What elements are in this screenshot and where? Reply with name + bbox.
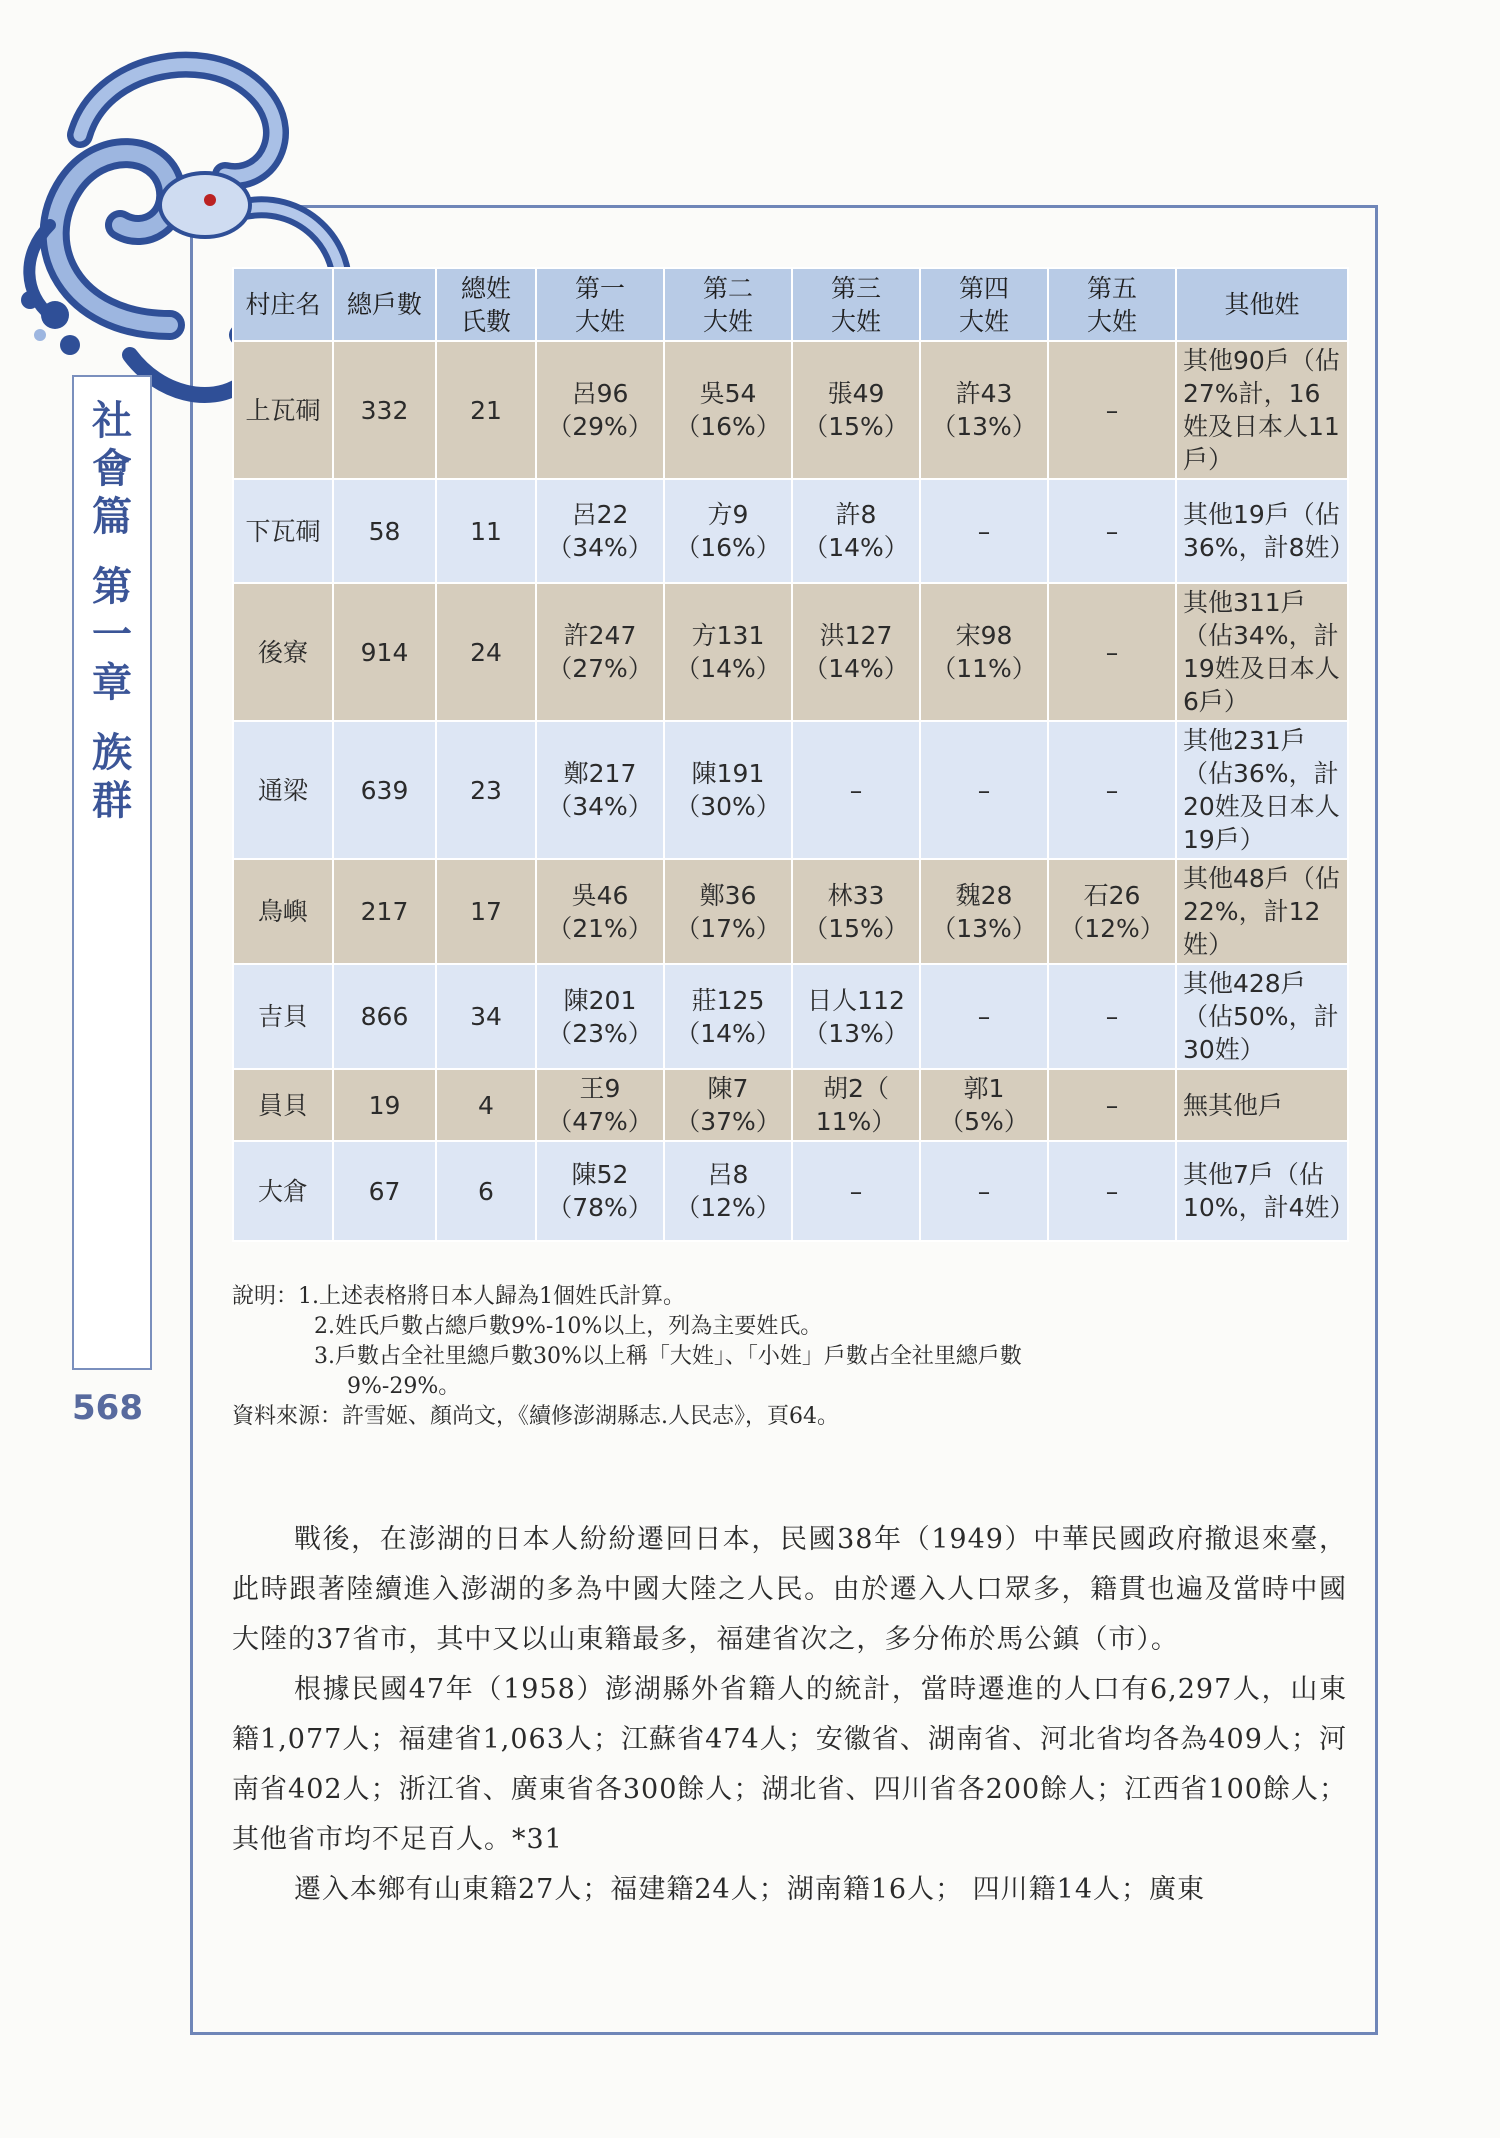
cell-other: 其他311戶（佔34%，計19姓及日本人6戶） [1176, 583, 1348, 721]
cell-c2: 方131 （14%） [664, 583, 792, 721]
cell-c1: 陳201 （23%） [536, 964, 664, 1069]
column-header: 第三 大姓 [792, 268, 920, 341]
side-char: 章 [92, 659, 132, 706]
column-header: 第五 大姓 [1048, 268, 1176, 341]
cell-c2: 陳7 （37%） [664, 1069, 792, 1141]
cell-c1: 呂96 （29%） [536, 341, 664, 479]
side-char: 群 [92, 777, 132, 824]
cell-name: 員貝 [233, 1069, 333, 1141]
cell-c2: 陳191 （30%） [664, 721, 792, 859]
column-header: 第四 大姓 [920, 268, 1048, 341]
column-header: 總戶數 [333, 268, 436, 341]
chapter-sidebar [72, 375, 152, 1370]
column-header: 第二 大姓 [664, 268, 792, 341]
cell-c2: 鄭36 （17%） [664, 859, 792, 964]
cell-surnames: 21 [436, 341, 536, 479]
column-header: 第一 大姓 [536, 268, 664, 341]
clan-table [232, 267, 1355, 1242]
table-notes [232, 1282, 1362, 1432]
table-row [233, 341, 1348, 479]
cell-c5: – [1048, 1141, 1176, 1241]
cell-surnames: 17 [436, 859, 536, 964]
cell-c4: – [920, 721, 1048, 859]
column-header: 其他姓 [1176, 268, 1348, 341]
page-number: 568 [72, 1388, 143, 1428]
note-line: 3.戶數占全社里總戶數30%以上稱「大姓」、「小姓」戶數占全社里總戶數 [314, 1344, 1022, 1369]
note-line: 說明：1.上述表格將日本人歸為1個姓氏計算。 [232, 1284, 685, 1309]
cell-total: 639 [333, 721, 436, 859]
cell-c5: – [1048, 964, 1176, 1069]
table-row [233, 1141, 1348, 1241]
cell-c5: – [1048, 479, 1176, 583]
cell-c3: – [792, 1141, 920, 1241]
cell-name: 吉貝 [233, 964, 333, 1069]
cell-c5: – [1048, 341, 1176, 479]
cell-total: 332 [333, 341, 436, 479]
cell-c3: 許8 （14%） [792, 479, 920, 583]
cell-other: 其他19戶（佔36%，計8姓） [1176, 479, 1348, 583]
table-row [233, 1069, 1348, 1141]
cell-other: 其他7戶（佔10%，計4姓） [1176, 1141, 1348, 1241]
cell-c4: – [920, 1141, 1048, 1241]
cell-c2: 方9 （16%） [664, 479, 792, 583]
cell-other: 其他428戶（佔50%，計30姓） [1176, 964, 1348, 1069]
cell-other: 其他231戶（佔36%，計20姓及日本人19戶） [1176, 721, 1348, 859]
cell-name: 鳥嶼 [233, 859, 333, 964]
cell-total: 58 [333, 479, 436, 583]
table-row [233, 964, 1348, 1069]
cell-c3: 林33 （15%） [792, 859, 920, 964]
cell-name: 後寮 [233, 583, 333, 721]
cell-c2: 呂8 （12%） [664, 1141, 792, 1241]
cell-c3: 日人112 （13%） [792, 964, 920, 1069]
cell-surnames: 6 [436, 1141, 536, 1241]
cell-other: 其他48戶（佔22%，計12姓） [1176, 859, 1348, 964]
cell-surnames: 34 [436, 964, 536, 1069]
cell-c2: 莊125 （14%） [664, 964, 792, 1069]
side-char: 第 [92, 563, 132, 610]
paragraph: 遷入本鄉有山東籍27人；福建籍24人；湖南籍16人； 四川籍14人；廣東 [294, 1874, 1206, 1905]
table-row [233, 859, 1348, 964]
side-char: 篇 [92, 493, 132, 540]
cell-c3: 張49 （15%） [792, 341, 920, 479]
cell-c5: 石26 （12%） [1048, 859, 1176, 964]
cell-c1: 吳46 （21%） [536, 859, 664, 964]
cell-surnames: 4 [436, 1069, 536, 1141]
cell-total: 19 [333, 1069, 436, 1141]
cell-total: 914 [333, 583, 436, 721]
cell-c4: 許43 （13%） [920, 341, 1048, 479]
cell-c3: – [792, 721, 920, 859]
cell-other: 無其他戶 [1176, 1069, 1348, 1141]
cell-c4: 郭1 （5%） [920, 1069, 1048, 1141]
cell-c4: 魏28 （13%） [920, 859, 1048, 964]
cell-c5: – [1048, 1069, 1176, 1141]
table-row [233, 583, 1348, 721]
source-line: 資料來源：許雪姬、顏尚文，《續修澎湖縣志.人民志》，頁64。 [232, 1404, 839, 1429]
cell-c3: 胡2（ 11%） [792, 1069, 920, 1141]
cell-surnames: 23 [436, 721, 536, 859]
column-header: 總姓 氏數 [436, 268, 536, 341]
table-body [233, 341, 1355, 1241]
side-char: 會 [92, 445, 132, 492]
cell-name: 通梁 [233, 721, 333, 859]
cell-c4: – [920, 964, 1048, 1069]
cell-c1: 許247 （27%） [536, 583, 664, 721]
cell-c3: 洪127 （14%） [792, 583, 920, 721]
column-header: 村庄名 [233, 268, 333, 341]
cell-total: 217 [333, 859, 436, 964]
paragraph: 根據民國47年（1958）澎湖縣外省籍人的統計，當時遷進的人口有6,297人，山東籍1,077人；福建省1,063人；江蘇省474人；安徽省、湖南省、河北省均各為409人；河南省402人；浙江省、廣東省各300餘人；湖北省、四川省各200餘人；江西省100餘人；其他省市均不足百人。*31 [232, 1674, 1347, 1855]
cell-c4: – [920, 479, 1048, 583]
cell-surnames: 11 [436, 479, 536, 583]
cell-c2: 吳54 （16%） [664, 341, 792, 479]
table-header-row [233, 268, 1348, 341]
cell-total: 67 [333, 1141, 436, 1241]
side-char: 一 [92, 611, 132, 658]
chapter-title [74, 397, 150, 825]
side-char: 社 [92, 397, 132, 444]
cell-c1: 陳52 （78%） [536, 1141, 664, 1241]
cell-c4: 宋98 （11%） [920, 583, 1048, 721]
cell-name: 大倉 [233, 1141, 333, 1241]
note-line: 9%-29%。 [347, 1374, 461, 1399]
table-row [233, 721, 1348, 859]
cell-c5: – [1048, 583, 1176, 721]
cell-c1: 鄭217 （34%） [536, 721, 664, 859]
body-text [232, 1515, 1347, 1915]
cell-name: 上瓦硐 [233, 341, 333, 479]
cell-name: 下瓦硐 [233, 479, 333, 583]
cell-surnames: 24 [436, 583, 536, 721]
cell-c5: – [1048, 721, 1176, 859]
cell-c1: 呂22 （34%） [536, 479, 664, 583]
side-char: 族 [92, 729, 132, 776]
table-row [233, 479, 1348, 583]
note-line: 2.姓氏戶數占總戶數9%-10%以上，列為主要姓氏。 [314, 1314, 823, 1339]
cell-other: 其他90戶（佔27%計，16姓及日本人11戶） [1176, 341, 1348, 479]
cell-c1: 王9 （47%） [536, 1069, 664, 1141]
cell-total: 866 [333, 964, 436, 1069]
paragraph: 戰後，在澎湖的日本人紛紛遷回日本，民國38年（1949）中華民國政府撤退來臺，此時跟著陸續進入澎湖的多為中國大陸之人民。由於遷入人口眾多，籍貫也遍及當時中國大陸的37省市，其中又以山東籍最多，福建省次之，多分佈於馬公鎮（市）。 [232, 1524, 1347, 1655]
